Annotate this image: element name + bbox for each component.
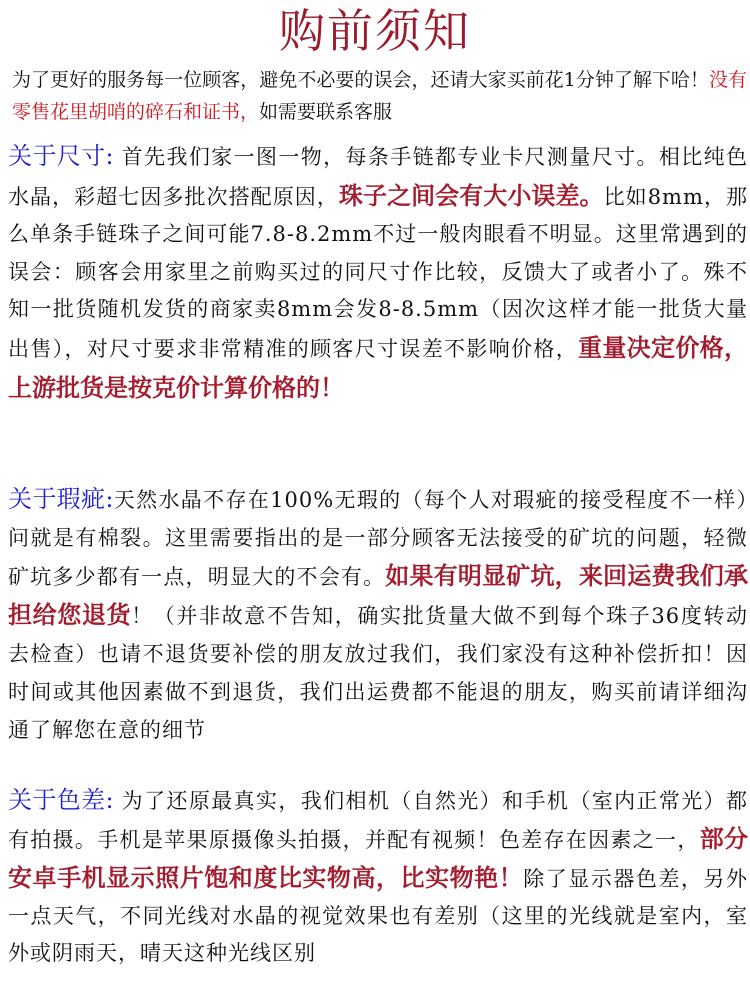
size-highlight-1: 珠子之间会有大小误差。 xyxy=(338,180,604,210)
section-size xyxy=(8,138,748,408)
flaw-text-2: ！（并非故意不告知，确实批货量大做不到每个珠子36度转动去检查）也请不退货要补偿的朋友放过我们，我们家没有这种补偿折扣！因时间或其他因素做不到退货，我们出运费都不能退的朋友，购买前请详细沟通了解您在意的细节 xyxy=(8,604,748,742)
color-text-1: 为了还原最真实，我们相机（自然光）和手机（室内正常光）都有拍摄。手机是苹果原摄像头拍摄，并配有视频！色差存在因素之一， xyxy=(8,789,748,852)
color-heading: 关于色差: xyxy=(8,786,114,814)
intro-text: 为了更好的服务每一位顾客，避免不必要的误会，还请大家买前花1分钟了解下哈！ xyxy=(12,69,709,91)
size-highlight-2: 重量决定价格，上游批货是按克价计算价格的！ xyxy=(8,332,748,402)
page-title: 购前须知 xyxy=(279,6,471,57)
intro-red-notice: 没有零售花里胡哨的碎石和证书， xyxy=(12,69,747,123)
flaw-heading: 关于瑕疵: xyxy=(8,485,114,513)
intro-paragraph xyxy=(12,64,747,128)
flaw-text-1: 天然水晶不存在100%无瑕的（每个人对瑕疵的接受程度不一样）问就是有棉裂。这里需要指出的是一部分顾客无法接受的矿坑的问题，轻微矿坑多少都有一点，明显大的不会有。 xyxy=(8,488,748,589)
size-text-1: 首先我们家一图一物，每条手链都专业卡尺测量尺寸。相比纯色水晶，彩超七因多批次搭配原因， xyxy=(8,145,748,209)
size-text-2: 比如8mm，那么单条手链珠子之间可能7.8-8.2mm不过一般肉眼看不明显。这里常遇到的误会：顾客会用家里之前购买过的同尺寸作比较，反馈大了或者小了。殊不知一批货随机发货的商家卖8mm会发8-8.5mm（因次这样才能一批货大量出售），对尺寸要求非常精准的顾客尺寸误差不影响价格， xyxy=(8,184,749,361)
section-color xyxy=(8,782,748,972)
intro-contact-text: 如需要联系客服 xyxy=(259,101,393,123)
flaw-highlight-1: 如果有明显矿坑，来回运费我们承担给您退货 xyxy=(8,561,749,629)
section-flaw xyxy=(8,480,748,749)
color-text-2: 除了显示器色差，另外一点天气，不同光线对水晶的视觉效果也有差别（这里的光线就是室内，室外或阴雨天，晴天这种光线区别 xyxy=(8,867,749,965)
color-highlight-1: 部分安卓手机显示照片饱和度比实物高，比实物艳！ xyxy=(8,824,748,892)
size-heading: 关于尺寸: xyxy=(8,142,114,170)
